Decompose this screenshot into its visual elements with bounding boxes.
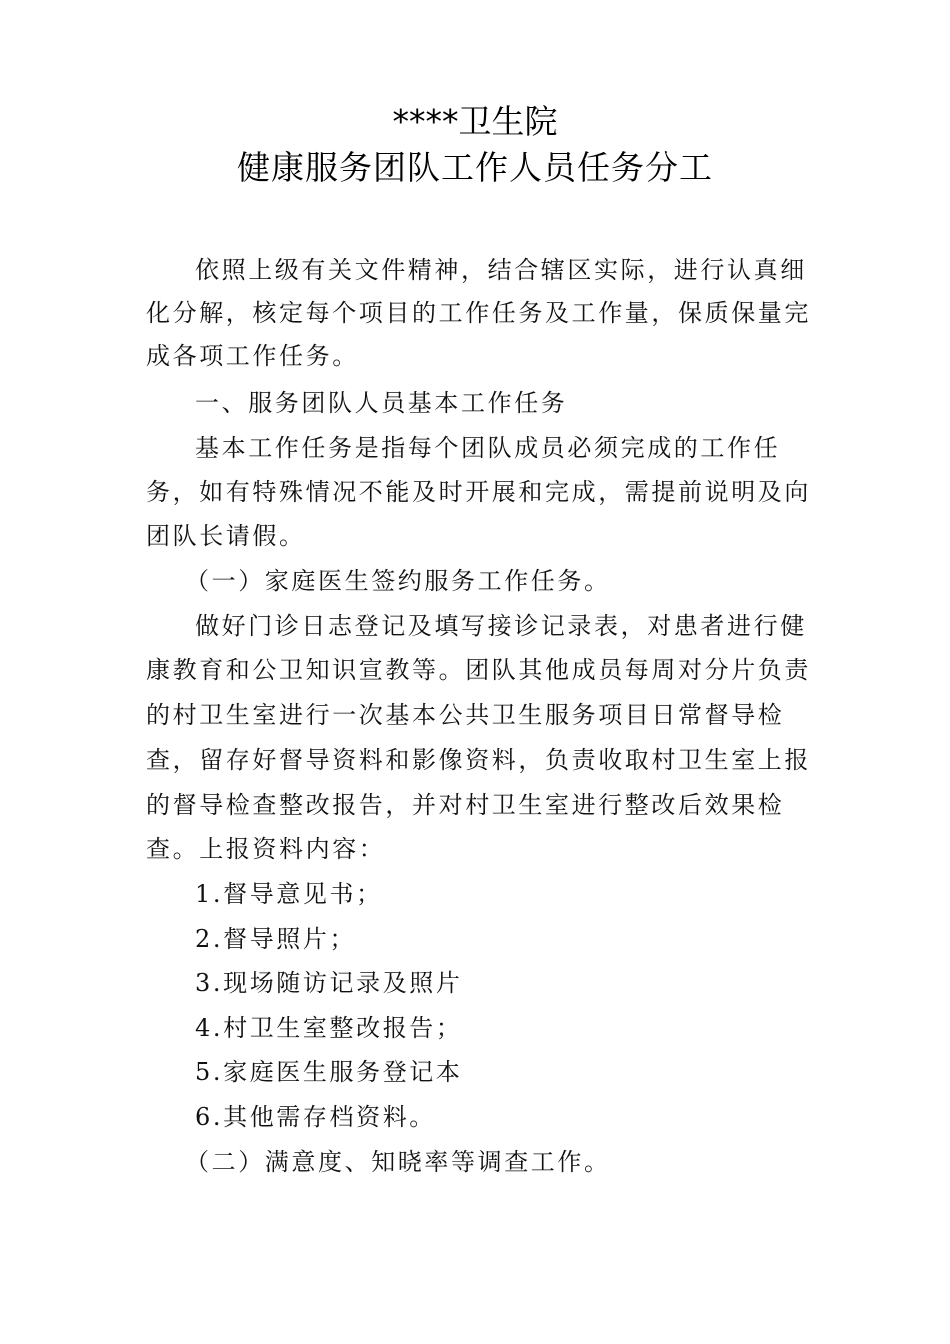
subsection-heading: （二）满意度、知晓率等调查工作。 xyxy=(185,1148,611,1176)
list-item: 4.村卫生室整改报告； xyxy=(195,1014,463,1042)
paragraph-line: 化分解，核定每个项目的工作任务及工作量，保质保量完 xyxy=(146,299,811,327)
paragraph-line: 的督导检查整改报告，并对村卫生室进行整改后效果检 xyxy=(146,791,785,819)
paragraph-line: 成各项工作任务。 xyxy=(146,342,359,370)
document-title-line-2: 健康服务团队工作人员任务分工 xyxy=(237,148,713,187)
paragraph-line: 基本工作任务是指每个团队成员必须完成的工作任 xyxy=(195,434,781,462)
paragraph-line: 做好门诊日志登记及填写接诊记录表，对患者进行健 xyxy=(195,612,807,640)
list-item: 5.家庭医生服务登记本 xyxy=(195,1058,463,1086)
paragraph-line: 查。上报资料内容： xyxy=(146,835,386,863)
list-item: 2.督导照片； xyxy=(195,925,357,953)
paragraph-line: 康教育和公卫知识宣教等。团队其他成员每周对分片负责 xyxy=(146,656,811,684)
section-heading: 一、服务团队人员基本工作任务 xyxy=(195,389,568,417)
paragraph-line: 查，留存好督导资料和影像资料，负责收取村卫生室上报 xyxy=(146,746,811,774)
list-item: 3.现场随访记录及照片 xyxy=(195,969,463,997)
document-title-line-1: ****卫生院 xyxy=(392,102,558,141)
subsection-heading: （一）家庭医生签约服务工作任务。 xyxy=(185,567,611,595)
paragraph-line: 依照上级有关文件精神，结合辖区实际，进行认真细 xyxy=(195,256,807,284)
paragraph-line: 务，如有特殊情况不能及时开展和完成，需提前说明及向 xyxy=(146,478,811,506)
list-item: 1.督导意见书； xyxy=(195,880,383,908)
list-item: 6.其他需存档资料。 xyxy=(195,1103,436,1131)
paragraph-line: 的村卫生室进行一次基本公共卫生服务项目日常督导检 xyxy=(146,701,785,729)
paragraph-line: 团队长请假。 xyxy=(146,522,306,550)
